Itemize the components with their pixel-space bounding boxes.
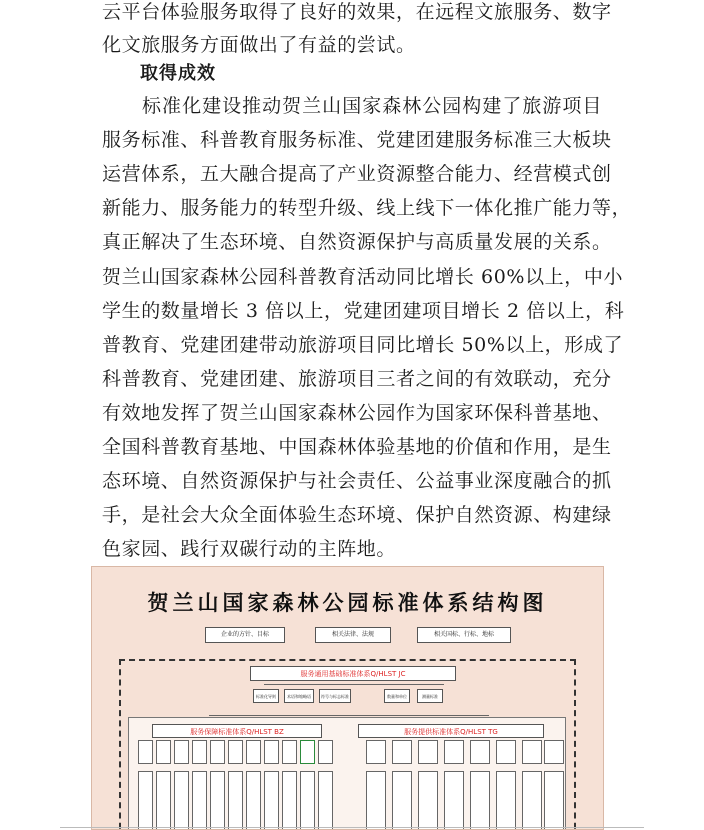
figure-sub-box (174, 771, 189, 830)
figure-connector (264, 684, 444, 685)
section-heading: 取得成效 (140, 63, 216, 84)
figure-sub-box (444, 771, 464, 830)
figure-sub-box (470, 771, 490, 830)
figure-sub-box (210, 740, 225, 764)
figure-sub-box (544, 740, 564, 764)
text-line: 真正解决了生态环境、自然资源保护与高质量发展的关系。 (102, 231, 612, 254)
figure-sub-box (246, 771, 261, 830)
figure-basic-box: 服务通用基础标准体系Q/HLST JC (250, 666, 456, 681)
figure-sub-box (470, 740, 490, 764)
text-line: 全国科普教育基地、中国森林体验基地的价值和作用，是生 (102, 436, 612, 458)
figure-sub-box (418, 771, 438, 830)
figure-sub-box (156, 771, 171, 830)
text-line: 色家园、践行双碳行动的主阵地。 (102, 538, 397, 561)
text-line: 服务标准、科普教育服务标准、党建团建服务标准三大板块 (102, 129, 612, 152)
figure-sub-box (264, 771, 279, 830)
text-line: 普教育、党建团建带动旅游项目同比增长 50%以上，形成了 (102, 333, 624, 356)
text-line: 化文旅服务方面做出了有益的尝试。 (102, 34, 416, 56)
figure-basic-child-2: 术语和缩略语 (284, 689, 314, 703)
figure-sub-box (156, 740, 171, 764)
text-line: 云平台体验服务取得了良好的效果，在远程文旅服务、数字 (102, 1, 612, 23)
figure-sub-box (522, 771, 542, 830)
text-line: 科普教育、党建团建、旅游项目三者之间的有效联动，充分 (102, 367, 612, 390)
figure-sub-box (138, 740, 153, 764)
figure-title: 贺兰山国家森林公园标准体系结构图 (147, 591, 548, 615)
standard-system-figure (91, 566, 604, 830)
figure-guarantee-box: 服务保障标准体系Q/HLST BZ (152, 724, 322, 738)
figure-sub-box (174, 740, 189, 764)
figure-sub-box (192, 771, 207, 830)
figure-top-box-policy: 企业的方针、目标 (205, 627, 285, 643)
figure-sub-box (300, 771, 315, 830)
text-line: 有效地发挥了贺兰山国家森林公园作为国家环保科普基地、 (102, 401, 612, 424)
figure-sub-box (228, 740, 243, 764)
figure-sub-box (210, 771, 225, 830)
figure-sub-box (366, 740, 386, 764)
page-bottom-rule (60, 827, 644, 828)
figure-sub-box (246, 740, 261, 764)
text-line: 新能力、服务能力的转型升级、线上线下一体化推广能力等， (102, 197, 632, 220)
figure-sub-box (544, 771, 564, 830)
figure-sub-box (318, 771, 333, 830)
figure-sub-box (418, 740, 438, 764)
figure-sub-box (496, 740, 516, 764)
figure-sub-box (282, 740, 297, 764)
figure-sub-box (228, 771, 243, 830)
figure-basic-child-3: 符号与标志标准 (319, 689, 351, 703)
text-line: 标准化建设推动贺兰山国家森林公园构建了旅游项目 (102, 95, 602, 117)
figure-sub-box (318, 740, 333, 764)
figure-basic-child-4: 数量和单位 (384, 689, 410, 703)
text-line: 学生的数量增长 3 倍以上，党建团建项目增长 2 倍以上，科 (102, 299, 625, 322)
figure-sub-box (300, 740, 315, 764)
figure-basic-child-5: 测量标准 (417, 689, 443, 703)
text-line: 手，是社会大众全面体验生态环境、保护自然资源、构建绿 (102, 504, 612, 527)
text-line: 运营体系，五大融合提高了产业资源整合能力、经营模式创 (102, 163, 612, 186)
text-line: 贺兰山国家森林公园科普教育活动同比增长 60%以上，中小 (102, 265, 624, 288)
figure-sub-box (496, 771, 516, 830)
figure-provision-box: 服务提供标准体系Q/HLST TG (358, 724, 544, 738)
figure-top-box-laws: 相关法律、法规 (315, 627, 391, 643)
figure-sub-box (522, 740, 542, 764)
figure-sub-box (444, 740, 464, 764)
figure-sub-box (366, 771, 386, 830)
figure-sub-box (138, 771, 153, 830)
figure-connector (209, 715, 489, 716)
figure-basic-child-1: 标准化导则 (253, 689, 279, 703)
figure-sub-box (264, 740, 279, 764)
figure-top-box-standards: 相关国标、行标、地标 (417, 627, 511, 643)
figure-sub-box (392, 771, 412, 830)
figure-sub-box (282, 771, 297, 830)
text-line: 态环境、自然资源保护与社会责任、公益事业深度融合的抓 (102, 470, 612, 493)
figure-sub-box (392, 740, 412, 764)
figure-sub-box (192, 740, 207, 764)
